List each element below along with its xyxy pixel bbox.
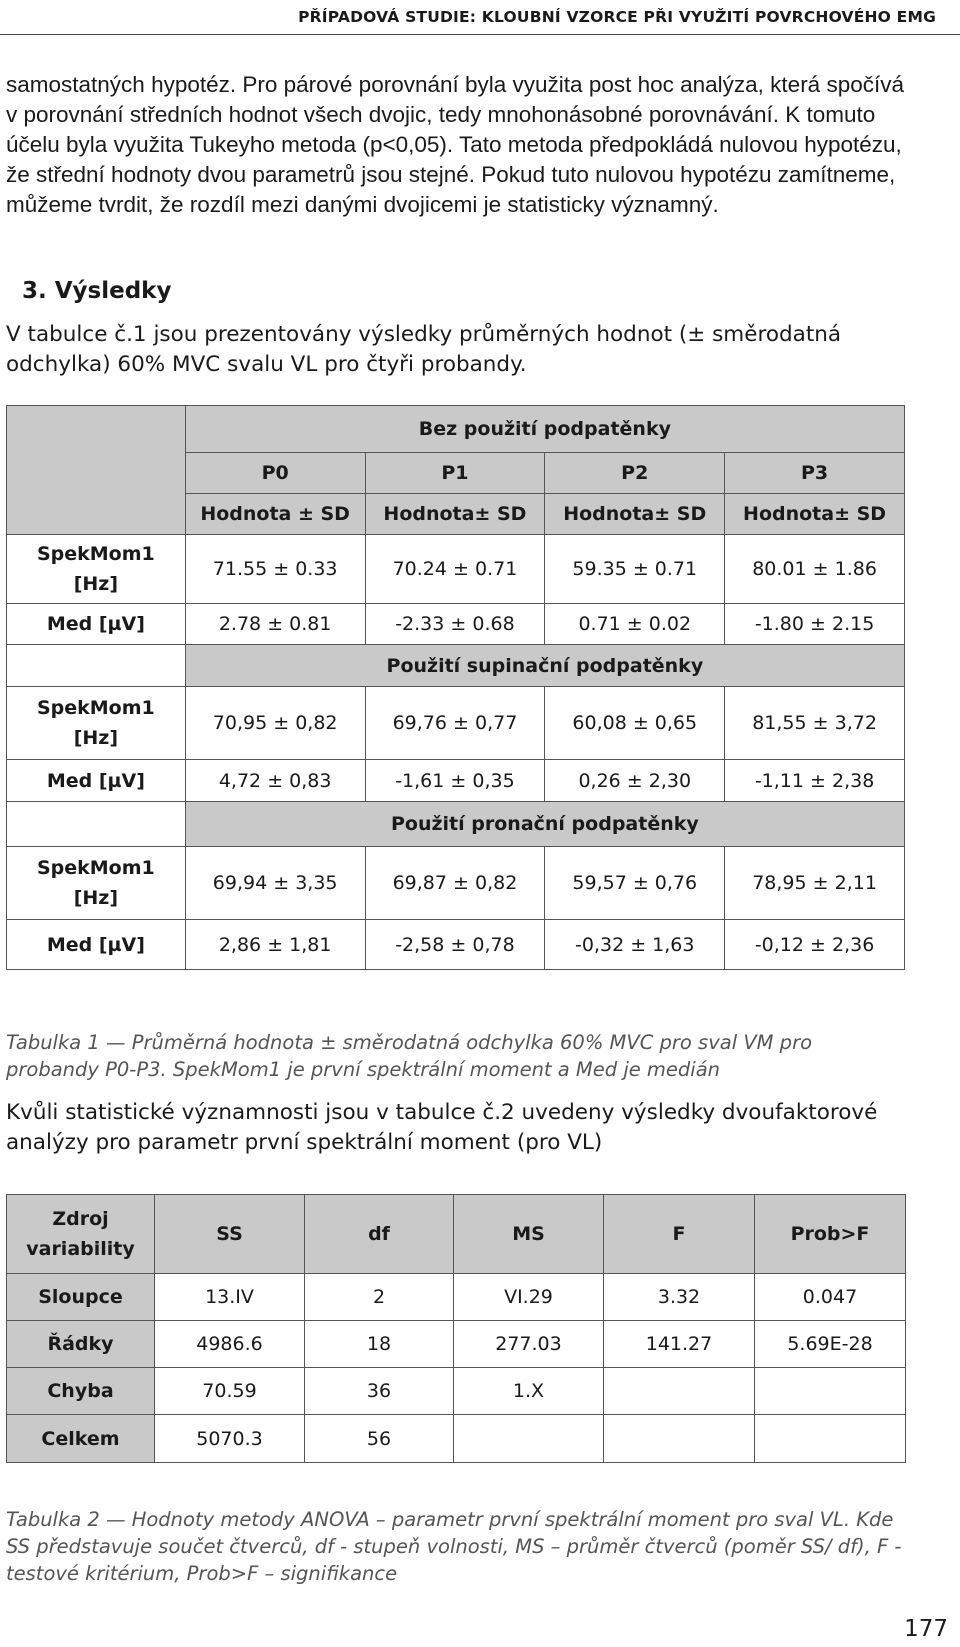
table-cell — [604, 1368, 755, 1415]
table-cell: 2 — [305, 1274, 454, 1321]
table-cell: 277.03 — [454, 1321, 604, 1368]
table-cell: 69,94 ± 3,35 — [185, 847, 365, 920]
row-label: Řádky — [7, 1321, 155, 1368]
table-cell: 5070.3 — [155, 1415, 305, 1463]
table-cell: VI.29 — [454, 1274, 604, 1321]
table-cell: -0,12 ± 2,36 — [725, 920, 905, 970]
table-cell: 0,26 ± 2,30 — [545, 760, 725, 802]
proband-header: P2 — [545, 453, 725, 494]
group-header-supination: Použití supinační podpatěnky — [185, 645, 904, 687]
empty-cell — [7, 802, 186, 847]
table-cell: 81,55 ± 3,72 — [725, 687, 905, 760]
table-cell: 78,95 ± 2,11 — [725, 847, 905, 920]
table-cell: 70.24 ± 0.71 — [365, 535, 545, 604]
row-label-line: [Hz] — [73, 727, 119, 749]
column-header: F — [604, 1195, 755, 1274]
table-cell: 141.27 — [604, 1321, 755, 1368]
table-cell: 36 — [305, 1368, 454, 1415]
table-cell: 60,08 ± 0,65 — [545, 687, 725, 760]
table-cell: 3.32 — [604, 1274, 755, 1321]
value-sd-header: Hodnota± SD — [365, 494, 545, 535]
header-source — [7, 1195, 155, 1274]
anova-paragraph: Kvůli statistické významnosti jsou v tabulce č.2 uvedeny výsledky dvoufaktorové analýzy pro parametr první spektrální moment (pro VL) — [6, 1100, 878, 1155]
table-cell: 0.71 ± 0.02 — [545, 604, 725, 645]
page-number: 177 — [904, 1616, 948, 1642]
table-cell: 69,87 ± 0,82 — [365, 847, 545, 920]
table-cell: 80.01 ± 1.86 — [725, 535, 905, 604]
row-label-line: [Hz] — [73, 887, 119, 909]
table-corner-cell — [7, 406, 186, 535]
empty-cell — [7, 645, 186, 687]
row-label-spekmom — [7, 847, 186, 920]
table-cell — [604, 1415, 755, 1463]
table-cell: 2.78 ± 0.81 — [185, 604, 365, 645]
column-header: MS — [454, 1195, 604, 1274]
table-cell: -2,58 ± 0,78 — [365, 920, 545, 970]
table-cell: -0,32 ± 1,63 — [545, 920, 725, 970]
table-cell: 59,57 ± 0,76 — [545, 847, 725, 920]
intro-paragraph: samostatných hypotéz. Pro párové porovnání byla využita post hoc analýza, která spočívá v porovnání středních hodnot všech dvojic, tedy mnohonásobné porovnávání. K tomuto účelu byla využita Tukeyho metoda (p<0,05). Tato metoda předpokládá nulovou hypotézu, že střední hodnoty dvou parametrů jsou stejné. Pokud tuto nulovou hypotézu zamítneme, můžeme tvrdit, že rozdíl mezi danými dvojicemi je statisticky významný. — [6, 72, 904, 217]
row-label-med: Med [µV] — [7, 920, 186, 970]
table-cell: -2.33 ± 0.68 — [365, 604, 545, 645]
table-cell: -1,61 ± 0,35 — [365, 760, 545, 802]
running-header: PŘÍPADOVÁ STUDIE: KLOUBNÍ VZORCE PŘI VYUŽITÍ POVRCHOVÉHO EMG — [298, 8, 936, 26]
header-source-line: Zdroj — [52, 1208, 109, 1230]
table-cell: 70.59 — [155, 1368, 305, 1415]
results-table — [6, 405, 905, 970]
proband-header: P3 — [725, 453, 905, 494]
row-label-line: SpekMom1 — [36, 697, 155, 719]
header-source-line: variability — [26, 1238, 135, 1260]
row-label: Chyba — [7, 1368, 155, 1415]
table-cell: 70,95 ± 0,82 — [185, 687, 365, 760]
proband-header: P0 — [185, 453, 365, 494]
table-cell — [755, 1415, 906, 1463]
anova-table — [6, 1194, 906, 1463]
row-label-med: Med [µV] — [7, 760, 186, 802]
table-cell: -1,11 ± 2,38 — [725, 760, 905, 802]
table-cell: 59.35 ± 0.71 — [545, 535, 725, 604]
table1-caption: Tabulka 1 — Průměrná hodnota ± směrodatná odchylka 60% MVC pro sval VM pro probandy P0-P3. SpekMom1 je první spektrální moment a Med je medián — [6, 1031, 813, 1081]
table-cell: 5.69E-28 — [755, 1321, 906, 1368]
column-header: Prob>F — [755, 1195, 906, 1274]
row-label: Sloupce — [7, 1274, 155, 1321]
column-header: df — [305, 1195, 454, 1274]
row-label: Celkem — [7, 1415, 155, 1463]
row-label-line: [Hz] — [73, 573, 119, 595]
group-header-none: Bez použití podpatěnky — [185, 406, 904, 453]
row-label-line: SpekMom1 — [36, 857, 155, 879]
table-cell: 13.IV — [155, 1274, 305, 1321]
table-cell — [454, 1415, 604, 1463]
table-cell: 18 — [305, 1321, 454, 1368]
value-sd-header: Hodnota± SD — [545, 494, 725, 535]
group-header-pronation: Použití pronační podpatěnky — [185, 802, 904, 847]
table-cell: 4,72 ± 0,83 — [185, 760, 365, 802]
value-sd-header: Hodnota ± SD — [185, 494, 365, 535]
table-cell: 0.047 — [755, 1274, 906, 1321]
table-cell: 2,86 ± 1,81 — [185, 920, 365, 970]
results-paragraph: V tabulce č.1 jsou prezentovány výsledky průměrných hodnot (± směrodatná odchylka) 60% MVC svalu VL pro čtyři probandy. — [6, 322, 842, 377]
column-header: SS — [155, 1195, 305, 1274]
table-cell: 69,76 ± 0,77 — [365, 687, 545, 760]
value-sd-header: Hodnota± SD — [725, 494, 905, 535]
section-heading: 3. Výsledky — [22, 278, 172, 304]
row-label-line: SpekMom1 — [36, 543, 155, 565]
header-rule — [0, 34, 960, 35]
table-cell: 4986.6 — [155, 1321, 305, 1368]
table-cell — [755, 1368, 906, 1415]
table-cell: 71.55 ± 0.33 — [185, 535, 365, 604]
table2-caption: Tabulka 2 — Hodnoty metody ANOVA – parametr první spektrální moment pro sval VL. Kde SS představuje součet čtverců, df - stupeň volnosti, MS – průměr čtverců (poměr SS/ df), F - testové kritérium, Prob>F – signifikance — [6, 1508, 902, 1585]
row-label-med: Med [µV] — [7, 604, 186, 645]
proband-header: P1 — [365, 453, 545, 494]
row-label-spekmom — [7, 535, 186, 604]
table-cell: 1.X — [454, 1368, 604, 1415]
table-cell: -1.80 ± 2.15 — [725, 604, 905, 645]
table-cell: 56 — [305, 1415, 454, 1463]
row-label-spekmom — [7, 687, 186, 760]
